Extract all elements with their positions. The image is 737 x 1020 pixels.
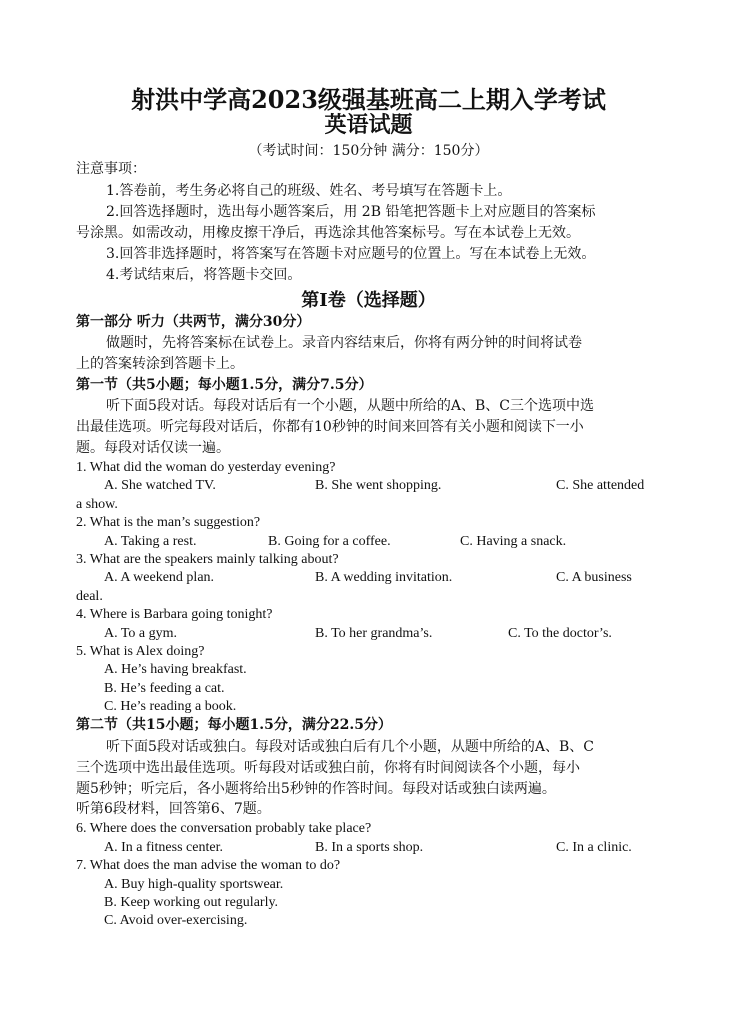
- note-2a: 2.回答选择题时，选出每小题答案后，用 2B 铅笔把答题卡上对应题目的答案标: [106, 204, 596, 220]
- section2-intro-a: 听下面5段对话或独白。每段对话或独白后有几个小题，从题中所给的A、B、C: [106, 739, 595, 755]
- q4-stem: 4. Where is Barbara going tonight?: [76, 607, 273, 622]
- q7-option-c: C. Avoid over-exercising.: [104, 913, 248, 928]
- q3-option-c-cont: deal.: [76, 589, 103, 604]
- q1-stem: 1. What did the woman do yesterday evening?: [76, 460, 336, 475]
- q4-option-b: B. To her grandma’s.: [315, 626, 433, 641]
- note-4: 4.考试结束后，将答题卡交回。: [106, 267, 302, 283]
- exam-title: 射洪中学高2023级强基班高二上期入学考试: [131, 85, 606, 114]
- section2-heading: 第二节（共15小题；每小题1.5分，满分22.5分）: [76, 717, 392, 733]
- part1-title: 第Ⅰ卷（选择题）: [301, 290, 436, 311]
- notes-heading: 注意事项：: [76, 161, 146, 177]
- q6-option-a: A. In a fitness center.: [104, 840, 223, 855]
- q1-option-a: A. She watched TV.: [104, 478, 216, 493]
- q6-stem: 6. Where does the conversation probably take place?: [76, 821, 372, 836]
- exam-info: （考试时间：150分钟 满分：150分）: [248, 143, 489, 159]
- section1-intro-c: 题。每段对话仅读一遍。: [76, 440, 230, 456]
- q5-option-c: C. He’s reading a book.: [104, 699, 237, 714]
- q3-option-b: B. A wedding invitation.: [315, 570, 453, 585]
- q6-option-b: B. In a sports shop.: [315, 840, 424, 855]
- part1-heading: 第一部分 听力（共两节，满分30分）: [76, 314, 311, 330]
- material6-instruction: 听第6段材料，回答第6、7题。: [76, 801, 271, 817]
- note-3: 3.回答非选择题时，将答案写在答题卡对应题号的位置上。写在本试卷上无效。: [106, 246, 596, 262]
- q2-option-c: C. Having a snack.: [460, 534, 567, 549]
- q4-option-c: C. To the doctor’s.: [508, 626, 612, 641]
- q1-option-c: C. She attended: [556, 478, 645, 493]
- section1-heading: 第一节（共5小题；每小题1.5分，满分7.5分）: [76, 377, 373, 393]
- q7-option-b: B. Keep working out regularly.: [104, 895, 279, 910]
- q3-option-a: A. A weekend plan.: [104, 570, 215, 585]
- note-2b: 号涂黑。如需改动，用橡皮擦干净后，再选涂其他答案标号。写在本试卷上无效。: [76, 225, 580, 241]
- q3-stem: 3. What are the speakers mainly talking about?: [76, 552, 339, 567]
- section2-intro-b: 三个选项中选出最佳选项。听每段对话或独白前，你将有时间阅读各个小题，每小: [76, 760, 580, 776]
- q2-stem: 2. What is the man’s suggestion?: [76, 515, 261, 530]
- exam-subtitle: 英语试题: [324, 112, 413, 138]
- q5-stem: 5. What is Alex doing?: [76, 644, 205, 659]
- q2-option-a: A. Taking a rest.: [104, 534, 197, 549]
- q7-option-a: A. Buy high-quality sportswear.: [104, 877, 284, 892]
- q4-option-a: A. To a gym.: [104, 626, 178, 641]
- section1-intro-a: 听下面5段对话。每段对话后有一个小题，从题中所给的A、B、C三个选项中选: [106, 398, 595, 414]
- q3-option-c: C. A business: [556, 570, 632, 585]
- section2-intro-c: 题5秒钟；听完后，各小题将给出5秒钟的作答时间。每段对话或独白读两遍。: [76, 781, 556, 797]
- q1-option-c-cont: a show.: [76, 497, 118, 512]
- q5-option-a: A. He’s having breakfast.: [104, 662, 247, 677]
- q6-option-c: C. In a clinic.: [556, 840, 632, 855]
- q7-stem: 7. What does the man advise the woman to do?: [76, 858, 341, 873]
- part1-intro-a: 做题时，先将答案标在试卷上。录音内容结束后，你将有两分钟的时间将试卷: [106, 335, 582, 351]
- note-1: 1.答卷前，考生务必将自己的班级、姓名、考号填写在答题卡上。: [106, 183, 512, 199]
- q1-option-b: B. She went shopping.: [315, 478, 442, 493]
- q2-option-b: B. Going for a coffee.: [268, 534, 391, 549]
- section1-intro-b: 出最佳选项。听完每段对话后，你都有10秒钟的时间来回答有关小题和阅读下一小: [76, 419, 584, 435]
- part1-intro-b: 上的答案转涂到答题卡上。: [76, 356, 244, 372]
- q5-option-b: B. He’s feeding a cat.: [104, 681, 225, 696]
